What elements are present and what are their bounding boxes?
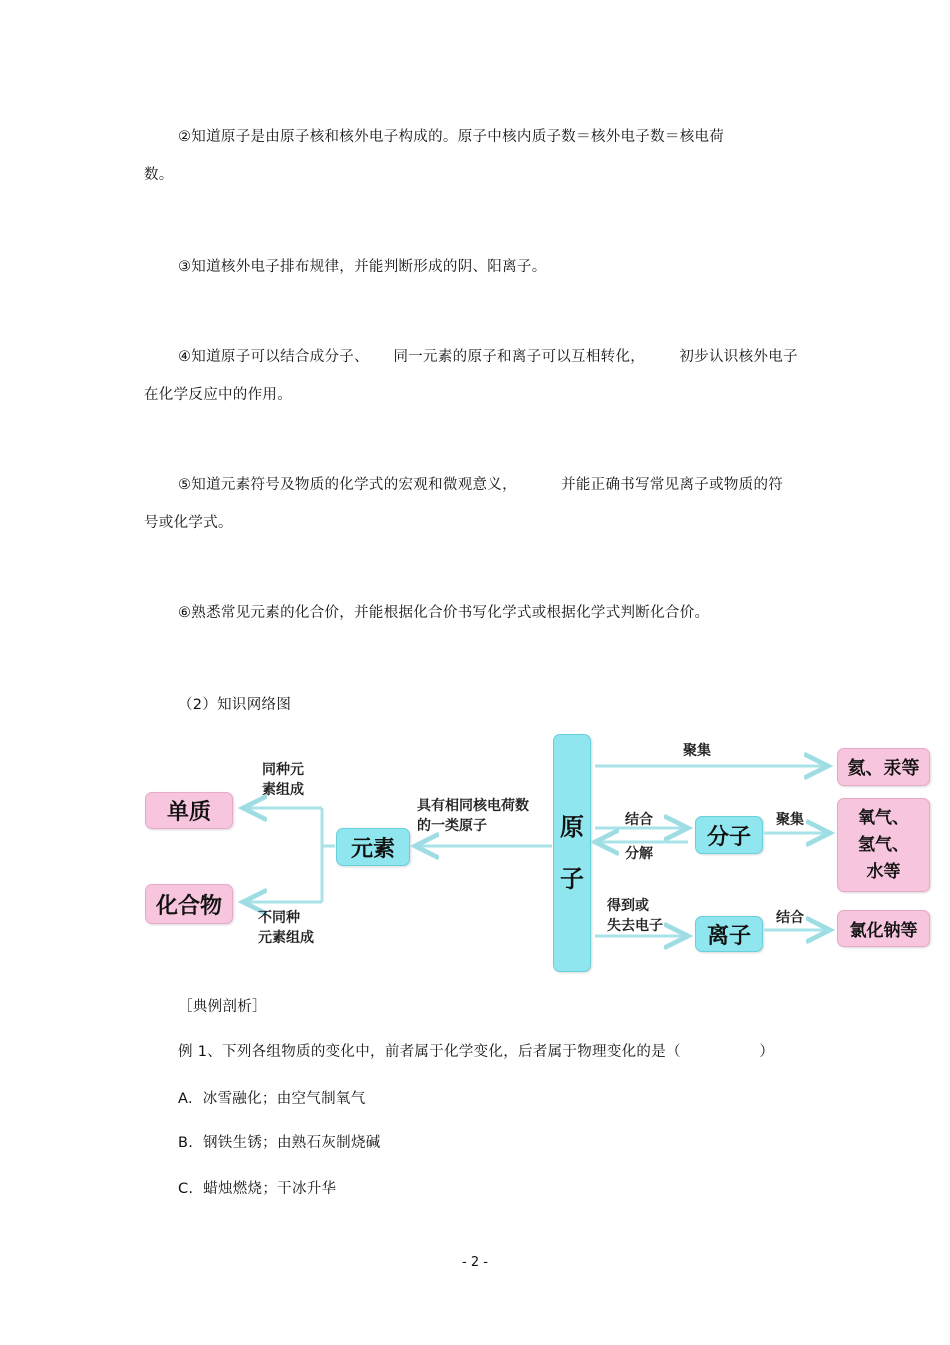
label-gain-lose-electrons: 得到或 失去电子 bbox=[607, 898, 663, 934]
node-oxygen-hydrogen-water: 氧气、 氢气、 水等 bbox=[837, 798, 930, 892]
node-compound: 化合物 bbox=[145, 884, 233, 924]
label-same-element: 同种元 素组成 bbox=[262, 762, 304, 798]
node-atom: 原 子 bbox=[553, 734, 591, 972]
label-aggregate-mid: 聚集 bbox=[776, 812, 804, 828]
node-element: 元素 bbox=[336, 828, 410, 866]
option-c: C. 蜡烛燃烧；干冰升华 bbox=[178, 1181, 337, 1197]
example-question: 例 1、下列各组物质的变化中，前者属于化学变化，后者属于物理变化的是（ ） bbox=[178, 1044, 775, 1060]
label-combine: 结合 bbox=[625, 812, 653, 828]
page-number: - 2 - bbox=[462, 1255, 488, 1270]
label-aggregate-top: 聚集 bbox=[683, 743, 711, 759]
example-heading: ［典例剖析］ bbox=[178, 999, 267, 1015]
option-b: B. 钢铁生锈；由熟石灰制烧碱 bbox=[178, 1135, 381, 1151]
label-same-nuclear-charge: 具有相同核电荷数 的一类原子 bbox=[417, 798, 529, 834]
paragraph-4-line-2: 在化学反应中的作用。 bbox=[144, 387, 292, 403]
option-a: A. 冰雪融化；由空气制氧气 bbox=[178, 1091, 366, 1107]
paragraph-5-line-2: 号或化学式。 bbox=[144, 515, 233, 531]
paragraph-4-line-1: ④知道原子可以结合成分子、 同一元素的原子和离子可以互相转化， 初步认识核外电子 bbox=[178, 349, 798, 365]
paragraph-6: ⑥熟悉常见元素的化合价，并能根据化合价书写化学式或根据化学式判断化合价。 bbox=[178, 605, 710, 621]
node-molecule: 分子 bbox=[695, 816, 763, 854]
label-different-element: 不同种 元素组成 bbox=[258, 910, 314, 946]
paragraph-2-line-2: 数。 bbox=[144, 167, 174, 183]
node-element-substance: 单质 bbox=[145, 792, 233, 829]
node-helium-mercury: 氦、汞等 bbox=[837, 748, 930, 786]
knowledge-network-diagram bbox=[140, 728, 940, 978]
node-sodium-chloride: 氯化钠等 bbox=[837, 910, 930, 947]
paragraph-3: ③知道核外电子排布规律，并能判断形成的阴、阳离子。 bbox=[178, 259, 547, 275]
label-decompose: 分解 bbox=[625, 846, 653, 862]
node-ion: 离子 bbox=[695, 916, 763, 952]
paragraph-5-line-1: ⑤知道元素符号及物质的化学式的宏观和微观意义， 并能正确书写常见离子或物质的符 bbox=[178, 477, 784, 493]
label-combine-bottom: 结合 bbox=[776, 910, 804, 926]
paragraph-2-line-1: ②知道原子是由原子核和核外电子构成的。原子中核内质子数＝核外电子数＝核电荷 bbox=[178, 129, 725, 145]
section-title: （2）知识网络图 bbox=[178, 697, 292, 713]
